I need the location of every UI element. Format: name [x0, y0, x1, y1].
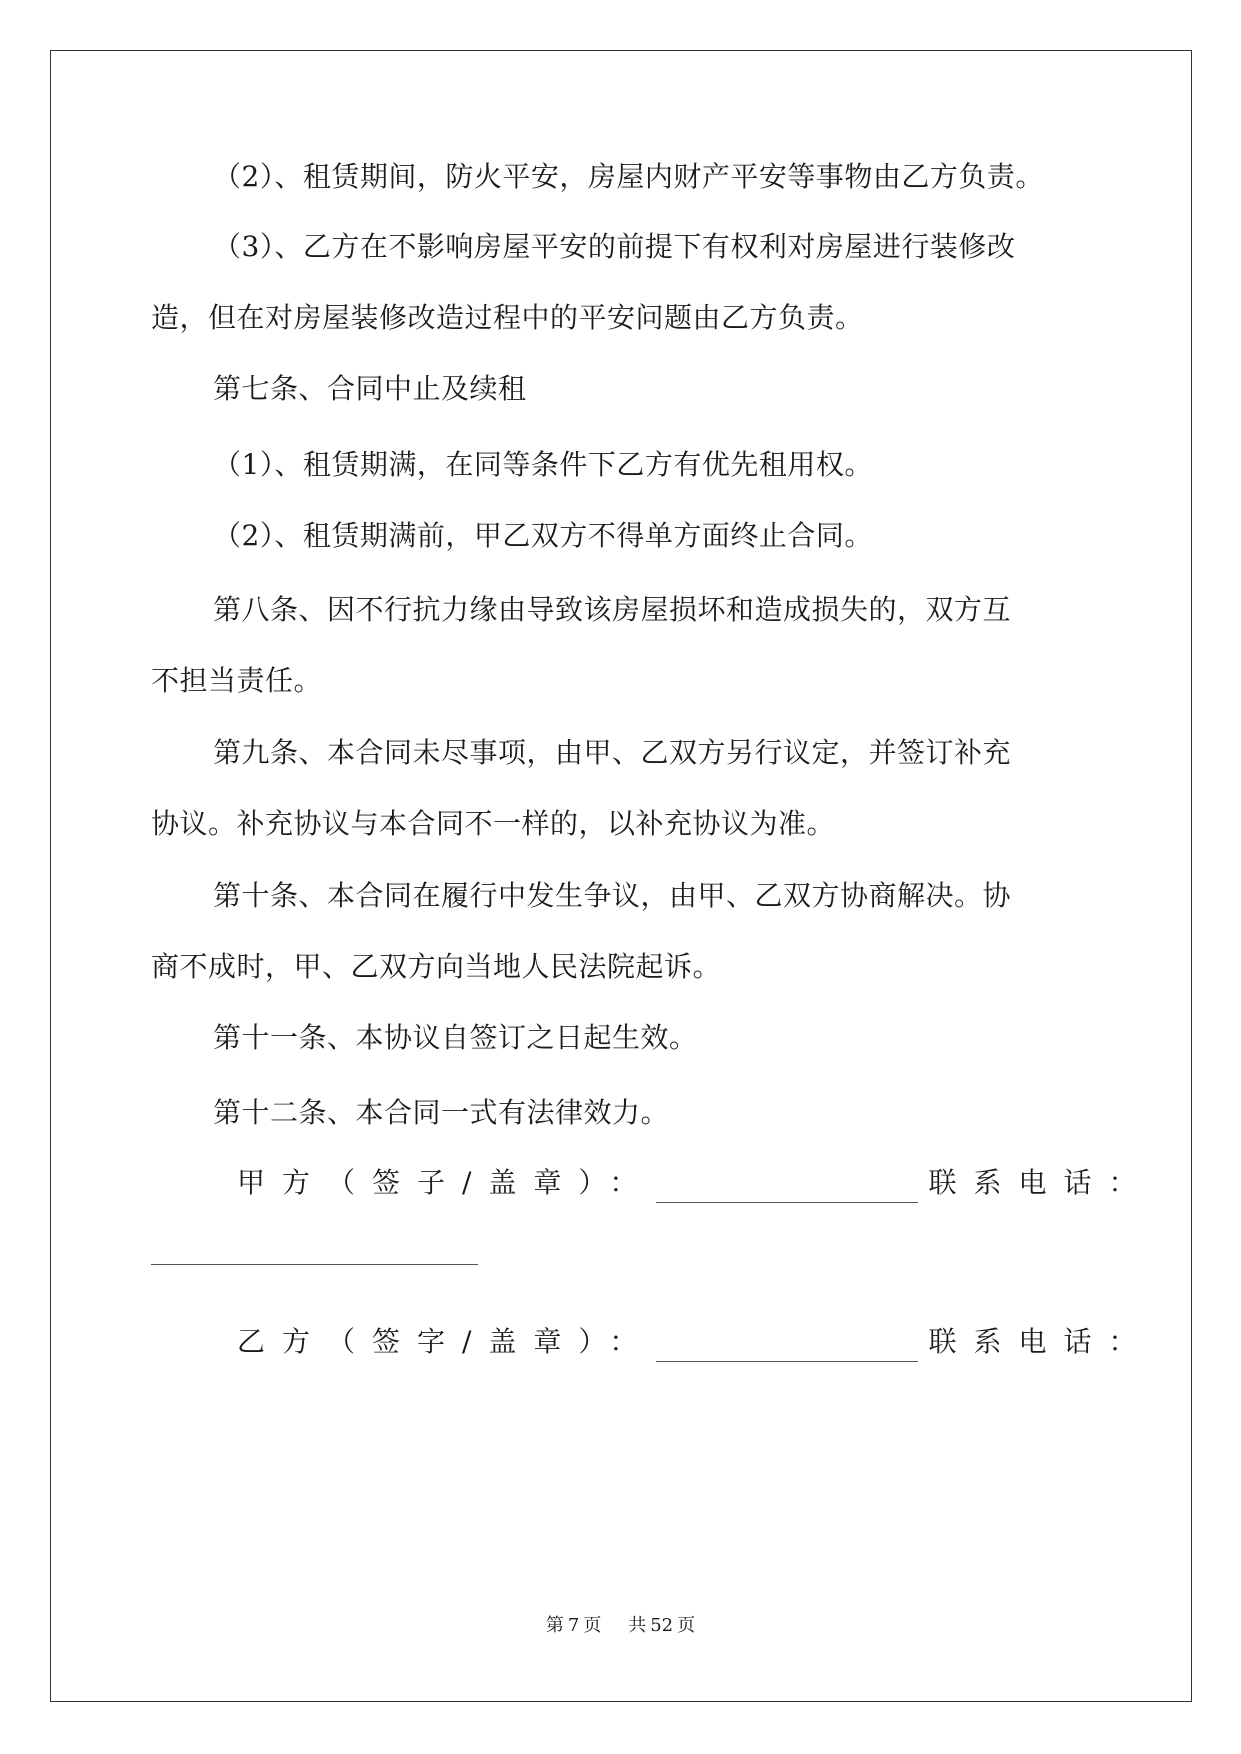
paragraph-line: 不担当责任。	[151, 664, 323, 697]
party-a-signature-blank[interactable]	[656, 1174, 918, 1203]
paragraph-line: （1）、租赁期满，在同等条件下乙方有优先租用权。	[213, 448, 873, 481]
party-a-label: 甲方（签子/盖章）：	[237, 1166, 655, 1199]
paragraph-line: 造，但在对房屋装修改造过程中的平安问题由乙方负责。	[151, 301, 864, 334]
paragraph-line: （2）、租赁期满前，甲乙双方不得单方面终止合同。	[213, 519, 873, 552]
paragraph-line: （3）、乙方在不影响房屋平安的前提下有权利对房屋进行装修改	[213, 230, 1016, 263]
paragraph-line: 协议。补充协议与本合同不一样的，以补充协议为准。	[151, 807, 836, 840]
total-prefix: 共	[628, 1615, 647, 1636]
party-b-phone-label: 联系电话：	[928, 1325, 1154, 1358]
page-number: 7	[567, 1615, 580, 1636]
page-unit: 页	[583, 1615, 602, 1636]
page-footer	[0, 1614, 1241, 1638]
party-a-phone-blank[interactable]	[151, 1264, 478, 1265]
paragraph-line: 第十条、本合同在履行中发生争议，由甲、乙双方协商解决。协	[213, 879, 1012, 912]
party-a-signature-row	[237, 1163, 1153, 1203]
total-unit: 页	[677, 1615, 696, 1636]
party-a-phone-label: 联系电话：	[928, 1166, 1154, 1199]
party-b-label: 乙方（签字/盖章）：	[237, 1325, 655, 1358]
paragraph-line: 第九条、本合同未尽事项，由甲、乙双方另行议定，并签订补充	[213, 736, 1012, 769]
party-b-signature-row	[237, 1322, 1153, 1362]
party-b-signature-blank[interactable]	[656, 1333, 918, 1362]
paragraph-line: 第八条、因不行抗力缘由导致该房屋损坏和造成损失的，双方互	[213, 593, 1012, 626]
paragraph-line: 第十二条、本合同一式有法律效力。	[213, 1096, 670, 1129]
paragraph-line: （2）、租赁期间，防火平安，房屋内财产平安等事物由乙方负责。	[213, 160, 1044, 193]
page-prefix: 第	[545, 1615, 564, 1636]
paragraph-line: 第十一条、本协议自签订之日起生效。	[213, 1021, 698, 1054]
section-heading: 第七条、合同中止及续租	[213, 372, 527, 405]
paragraph-line: 商不成时，甲、乙双方向当地人民法院起诉。	[151, 950, 722, 983]
total-pages: 52	[650, 1615, 674, 1636]
